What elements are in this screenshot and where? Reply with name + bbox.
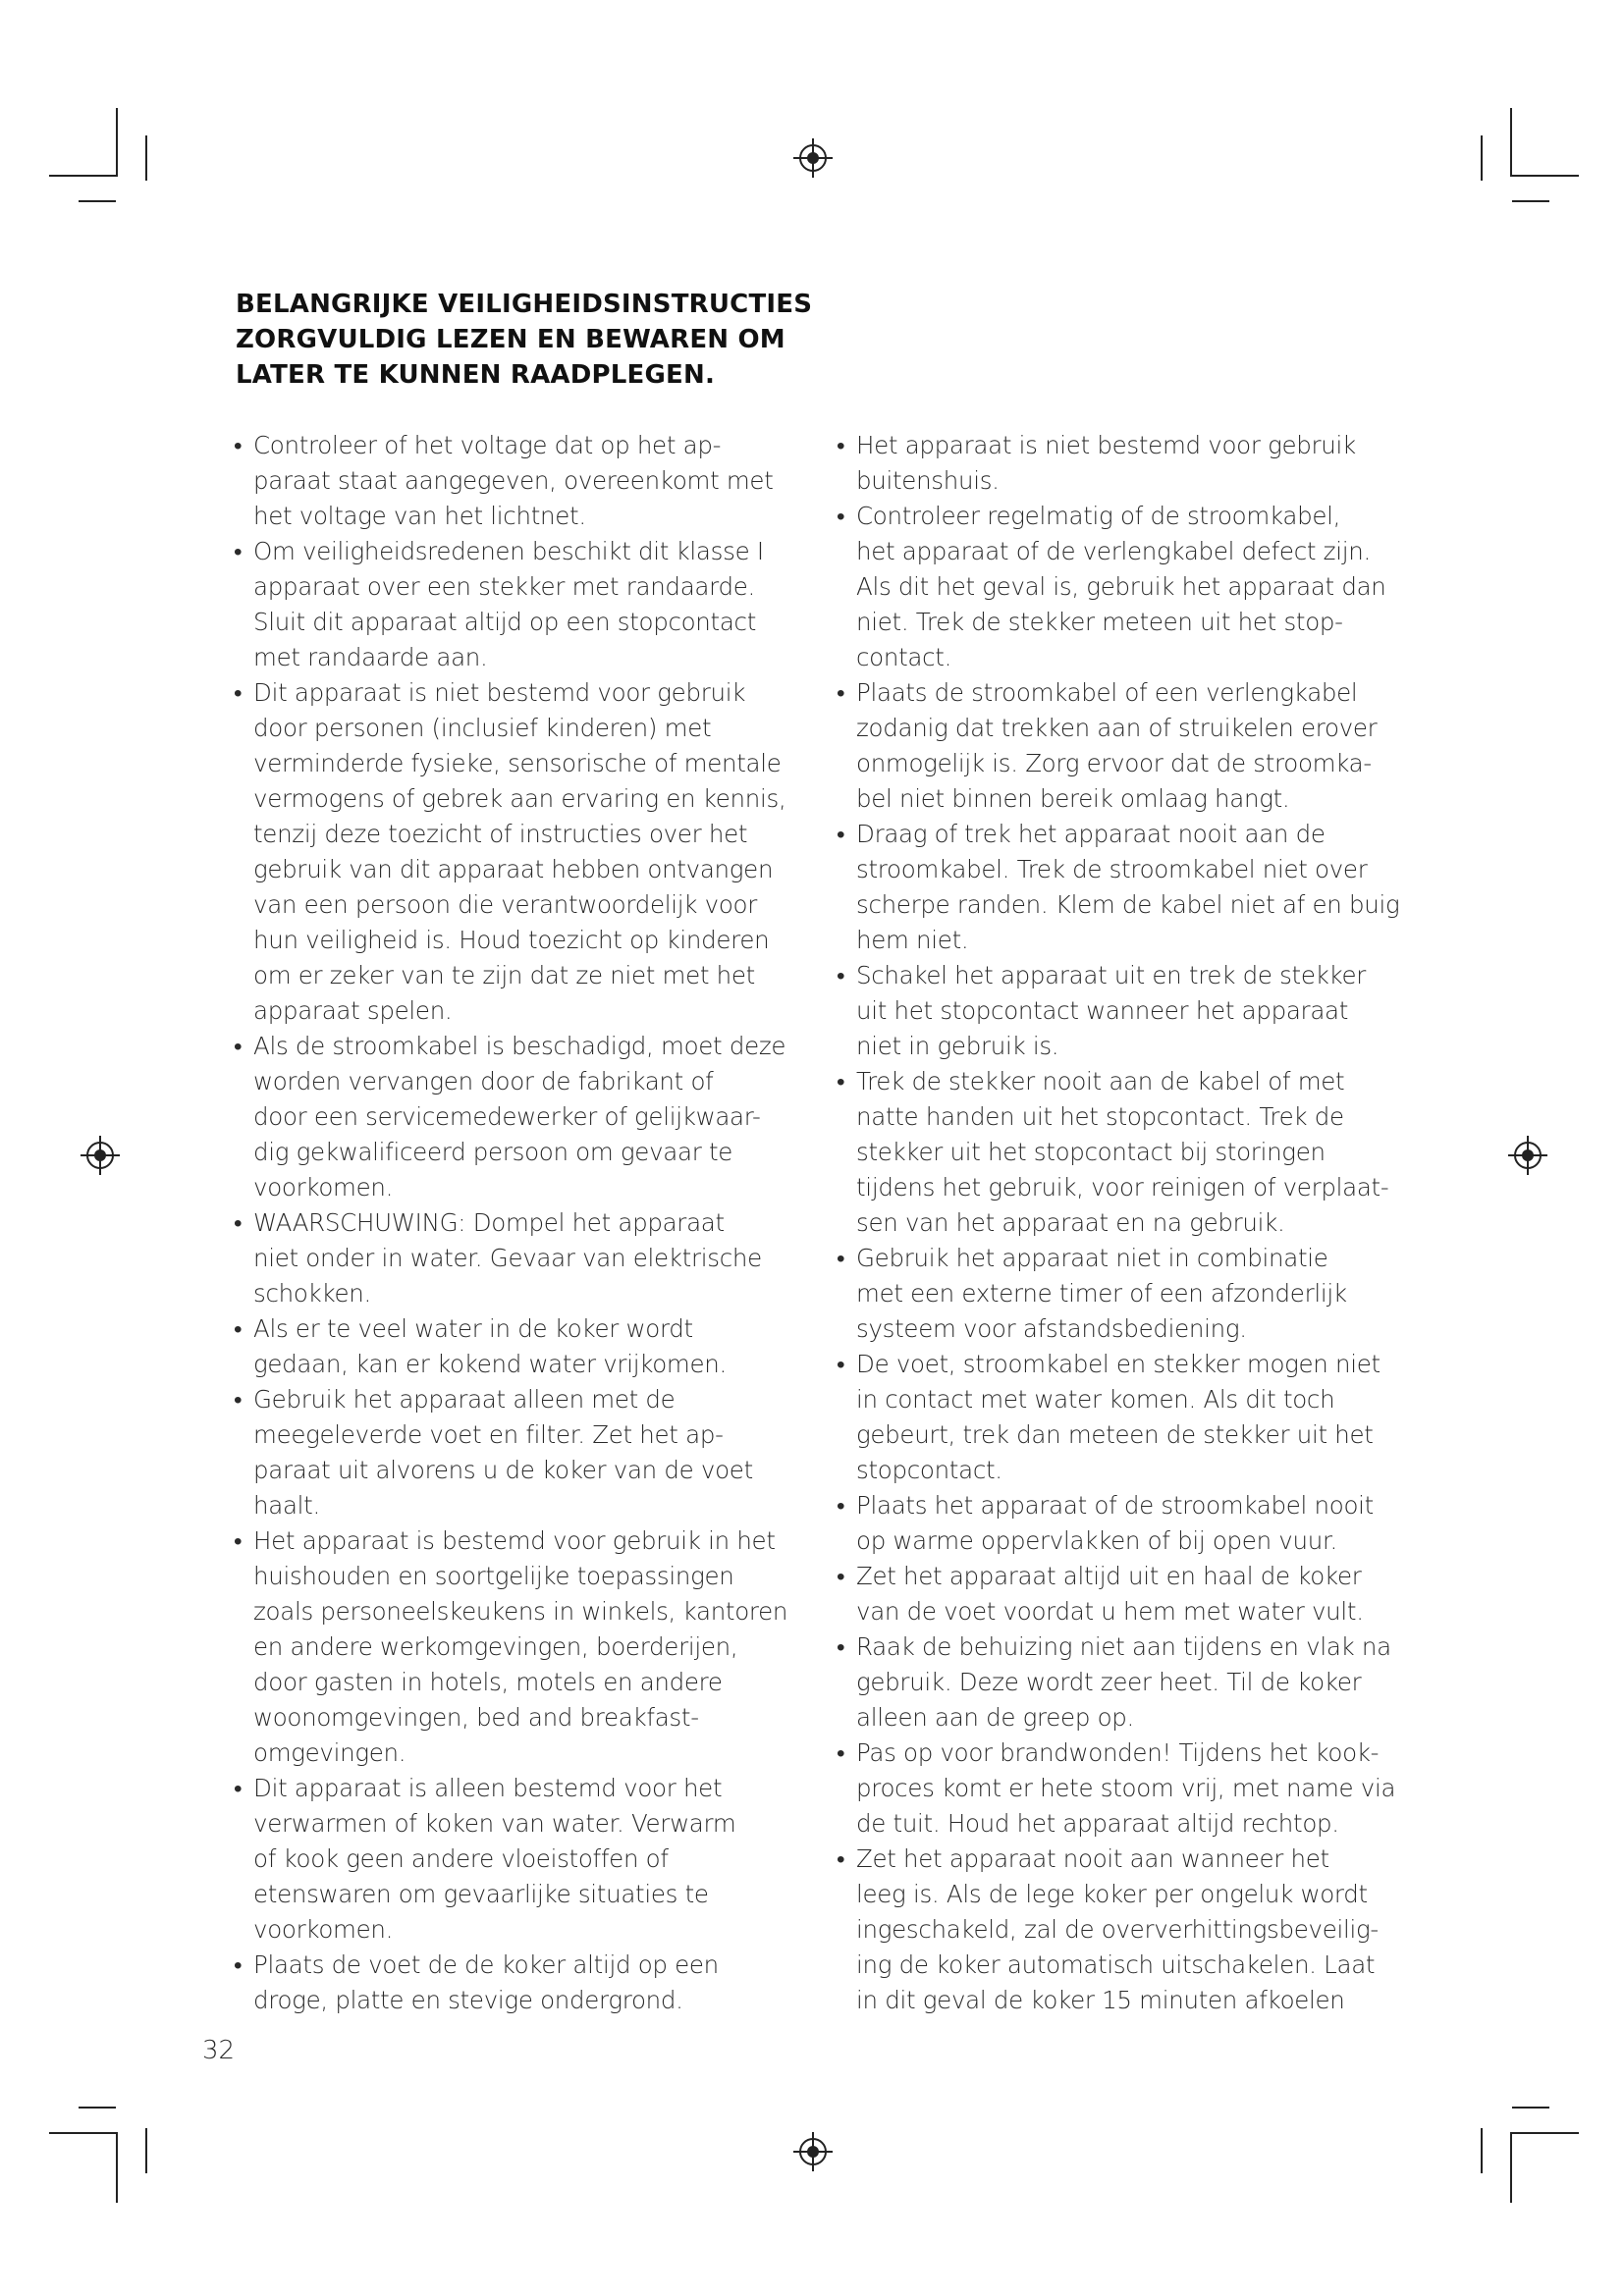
bullet-icon: • [837, 1738, 845, 1767]
instruction-item [234, 1311, 803, 1382]
instruction-line: Zet het apparaat altijd uit en haal de koker [856, 1562, 1362, 1590]
bullet-icon: • [837, 1562, 845, 1590]
crop-mark [1510, 108, 1512, 177]
bullet-icon: • [234, 1314, 243, 1343]
crop-mark [79, 200, 116, 202]
instruction-line: woonomgevingen, bed and breakfast- [253, 1703, 699, 1732]
instruction-line: vermogens of gebrek aan ervaring en kennis, [253, 784, 786, 813]
instruction-line: in contact met water komen. Als dit toch [856, 1385, 1335, 1414]
instruction-item [234, 428, 803, 534]
instruction-item [837, 499, 1406, 675]
instruction-item [234, 1771, 803, 1948]
crop-mark [1512, 2107, 1549, 2109]
instruction-line: systeem voor afstandsbediening. [856, 1314, 1247, 1343]
bullet-icon: • [234, 1950, 243, 1979]
bullet-icon: • [837, 961, 845, 989]
instruction-line: door personen (inclusief kinderen) met [253, 714, 712, 742]
instruction-item [234, 1205, 803, 1311]
instruction-line: Controleer of het voltage dat op het ap- [253, 431, 722, 459]
bullet-icon: • [837, 1350, 845, 1378]
bullet-icon: • [234, 1385, 243, 1414]
instruction-line: ingeschakeld, zal de oververhittingsbeveilig- [856, 1915, 1379, 1944]
instruction-line: haalt. [253, 1491, 320, 1520]
left-column [234, 428, 803, 2018]
instruction-item [837, 1842, 1406, 2018]
instruction-line: hun veiligheid is. Houd toezicht op kinderen [253, 926, 770, 954]
crop-mark [1512, 2132, 1579, 2134]
instruction-line: met randaarde aan. [253, 643, 488, 671]
instruction-item [837, 1735, 1406, 1842]
instruction-line: Sluit dit apparaat altijd op een stopcontact [253, 608, 757, 636]
instruction-line: Pas op voor brandwonden! Tijdens het kook- [856, 1738, 1380, 1767]
registration-mark-icon [1508, 1136, 1547, 1175]
right-column [837, 428, 1406, 2018]
instruction-line: of kook geen andere vloeistoffen of [253, 1844, 669, 1873]
instruction-line: de tuit. Houd het apparaat altijd rechtop. [856, 1809, 1339, 1838]
instruction-line: en andere werkomgevingen, boerderijen, [253, 1632, 738, 1661]
instruction-line: het voltage van het lichtnet. [253, 502, 586, 530]
bullet-icon: • [837, 502, 845, 530]
instruction-item [837, 428, 1406, 499]
instruction-item [837, 1241, 1406, 1347]
instruction-line: niet. Trek de stekker meteen uit het stop- [856, 608, 1343, 636]
bullet-icon: • [837, 1067, 845, 1095]
bullet-icon: • [234, 1774, 243, 1802]
instruction-line: huishouden en soortgelijke toepassingen [253, 1562, 734, 1590]
instruction-line: voorkomen. [253, 1915, 394, 1944]
crop-mark [1512, 200, 1549, 202]
instruction-line: Zet het apparaat nooit aan wanneer het [856, 1844, 1329, 1873]
instruction-line: met een externe timer of een afzonderlijk [856, 1279, 1347, 1308]
instruction-line: tenzij deze toezicht of instructies over het [253, 820, 748, 848]
crop-mark [49, 2132, 116, 2134]
instruction-line: sen van het apparaat en na gebruik. [856, 1208, 1285, 1237]
instruction-line: paraat uit alvorens u de koker van de voet [253, 1456, 753, 1484]
registration-mark-icon [793, 138, 833, 178]
instruction-item [837, 1064, 1406, 1241]
instruction-line: Trek de stekker nooit aan de kabel of met [856, 1067, 1345, 1095]
instruction-line: verminderde fysieke, sensorische of mentale [253, 749, 782, 777]
instruction-line: hem niet. [856, 926, 969, 954]
instruction-item [837, 958, 1406, 1064]
instruction-line: apparaat over een stekker met randaarde. [253, 572, 755, 601]
registration-mark-icon [793, 2132, 833, 2171]
instruction-line: niet in gebruik is. [856, 1032, 1059, 1060]
instruction-item [234, 1523, 803, 1771]
instruction-line: verwarmen of koken van water. Verwarm [253, 1809, 736, 1838]
bullet-icon: • [837, 1244, 845, 1272]
instruction-line: gedaan, kan er kokend water vrijkomen. [253, 1350, 727, 1378]
instruction-line: schokken. [253, 1279, 371, 1308]
instruction-line: tijdens het gebruik, voor reinigen of verplaat- [856, 1173, 1389, 1201]
bullet-icon: • [837, 1844, 845, 1873]
crop-mark [1512, 175, 1579, 177]
bullet-icon: • [837, 1491, 845, 1520]
instruction-item [234, 675, 803, 1029]
instruction-item [837, 675, 1406, 817]
instruction-line: WAARSCHUWING: Dompel het apparaat [253, 1208, 725, 1237]
instruction-line: omgevingen. [253, 1738, 406, 1767]
bullet-icon: • [837, 820, 845, 848]
instruction-line: apparaat spelen. [253, 996, 453, 1025]
instruction-line: scherpe randen. Klem de kabel niet af en buig [856, 890, 1400, 919]
instruction-line: droge, platte en stevige ondergrond. [253, 1986, 683, 2014]
crop-mark [116, 2132, 118, 2203]
instruction-line: van de voet voordat u hem met water vult. [856, 1597, 1364, 1626]
crop-mark [145, 135, 147, 181]
instruction-line: door gasten in hotels, motels en andere [253, 1668, 723, 1696]
instruction-item [234, 534, 803, 675]
instruction-line: op warme oppervlakken of bij open vuur. [856, 1526, 1337, 1555]
bullet-icon: • [837, 1632, 845, 1661]
instruction-item [837, 1559, 1406, 1629]
instruction-line: stopcontact. [856, 1456, 1002, 1484]
instruction-line: Plaats de voet de de koker altijd op een [253, 1950, 719, 1979]
bullet-icon: • [234, 431, 243, 459]
instruction-line: uit het stopcontact wanneer het apparaat [856, 996, 1349, 1025]
instruction-line: paraat staat aangegeven, overeenkomt met [253, 466, 774, 495]
instruction-line: het apparaat of de verlengkabel defect zijn. [856, 537, 1371, 565]
instruction-line: gebruik van dit apparaat hebben ontvangen [253, 855, 774, 883]
bullet-icon: • [837, 431, 845, 459]
instruction-line: stekker uit het stopcontact bij storingen [856, 1138, 1326, 1166]
bullet-icon: • [234, 678, 243, 707]
instruction-line: Plaats het apparaat of de stroomkabel nooit [856, 1491, 1374, 1520]
instruction-line: om er zeker van te zijn dat ze niet met het [253, 961, 755, 989]
instruction-item [234, 1029, 803, 1205]
safety-heading [236, 287, 844, 393]
page-number: 32 [202, 2036, 236, 2065]
instruction-line: gebruik. Deze wordt zeer heet. Til de koker [856, 1668, 1362, 1696]
instruction-line: door een servicemedewerker of gelijkwaar- [253, 1102, 761, 1131]
crop-mark [1481, 2128, 1483, 2173]
instruction-line: voorkomen. [253, 1173, 394, 1201]
heading-line: LATER TE KUNNEN RAADPLEGEN. [236, 360, 716, 390]
instruction-line: ing de koker automatisch uitschakelen. Laat [856, 1950, 1376, 1979]
instruction-line: Raak de behuizing niet aan tijdens en vlak na [856, 1632, 1391, 1661]
instruction-line: Om veiligheidsredenen beschikt dit klasse I [253, 537, 764, 565]
instruction-item [837, 1629, 1406, 1735]
instruction-line: proces komt er hete stoom vrij, met name via [856, 1774, 1396, 1802]
instruction-line: Draag of trek het apparaat nooit aan de [856, 820, 1326, 848]
instruction-line: Gebruik het apparaat niet in combinatie [856, 1244, 1328, 1272]
instruction-line: dig gekwalificeerd persoon om gevaar te [253, 1138, 733, 1166]
instruction-line: Controleer regelmatig of de stroomkabel, [856, 502, 1341, 530]
instruction-item [234, 1382, 803, 1523]
bullet-icon: • [234, 1526, 243, 1555]
instruction-line: gebeurt, trek dan meteen de stekker uit het [856, 1420, 1374, 1449]
instruction-line: niet onder in water. Gevaar van elektrische [253, 1244, 762, 1272]
instruction-line: zoals personeelskeukens in winkels, kantoren [253, 1597, 788, 1626]
instruction-line: leeg is. Als de lege koker per ongeluk wordt [856, 1880, 1368, 1908]
instruction-line: stroomkabel. Trek de stroomkabel niet over [856, 855, 1368, 883]
instruction-line: zodanig dat trekken aan of struikelen erover [856, 714, 1378, 742]
instruction-line: natte handen uit het stopcontact. Trek de [856, 1102, 1344, 1131]
bullet-icon: • [234, 1208, 243, 1237]
instruction-line: De voet, stroomkabel en stekker mogen niet [856, 1350, 1380, 1378]
instruction-line: Als dit het geval is, gebruik het apparaat dan [856, 572, 1386, 601]
crop-mark [49, 175, 116, 177]
crop-mark [79, 2107, 116, 2109]
instruction-line: worden vervangen door de fabrikant of [253, 1067, 714, 1095]
instruction-line: Als er te veel water in de koker wordt [253, 1314, 693, 1343]
instruction-line: Schakel het apparaat uit en trek de stekker [856, 961, 1367, 989]
crop-mark [116, 108, 118, 177]
instruction-line: Als de stroomkabel is beschadigd, moet deze [253, 1032, 786, 1060]
registration-mark-icon [81, 1136, 120, 1175]
crop-mark [1510, 2132, 1512, 2203]
crop-mark [1481, 135, 1483, 181]
instruction-line: Het apparaat is bestemd voor gebruik in het [253, 1526, 776, 1555]
instruction-line: Dit apparaat is niet bestemd voor gebruik [253, 678, 746, 707]
instruction-item [837, 817, 1406, 958]
instruction-line: Dit apparaat is alleen bestemd voor het [253, 1774, 723, 1802]
instruction-line: buitenshuis. [856, 466, 1000, 495]
instruction-line: Gebruik het apparaat alleen met de [253, 1385, 676, 1414]
instruction-line: onmogelijk is. Zorg ervoor dat de stroomka- [856, 749, 1372, 777]
heading-line: ZORGVULDIG LEZEN EN BEWAREN OM [236, 325, 785, 354]
instruction-line: contact. [856, 643, 952, 671]
heading-line: BELANGRIJKE VEILIGHEIDSINSTRUCTIES [236, 290, 813, 319]
instruction-line: bel niet binnen bereik omlaag hangt. [856, 784, 1290, 813]
instruction-line: Plaats de stroomkabel of een verlengkabel [856, 678, 1358, 707]
instruction-item [234, 1948, 803, 2018]
instruction-line: etenswaren om gevaarlijke situaties te [253, 1880, 709, 1908]
instruction-line: meegeleverde voet en filter. Zet het ap- [253, 1420, 724, 1449]
bullet-icon: • [837, 678, 845, 707]
instruction-line: Het apparaat is niet bestemd voor gebruik [856, 431, 1356, 459]
instruction-item [837, 1347, 1406, 1488]
bullet-icon: • [234, 537, 243, 565]
instruction-line: van een persoon die verantwoordelijk voor [253, 890, 757, 919]
instruction-item [837, 1488, 1406, 1559]
bullet-icon: • [234, 1032, 243, 1060]
instruction-line: in dit geval de koker 15 minuten afkoelen [856, 1986, 1345, 2014]
crop-mark [145, 2128, 147, 2173]
instruction-line: alleen aan de greep op. [856, 1703, 1134, 1732]
